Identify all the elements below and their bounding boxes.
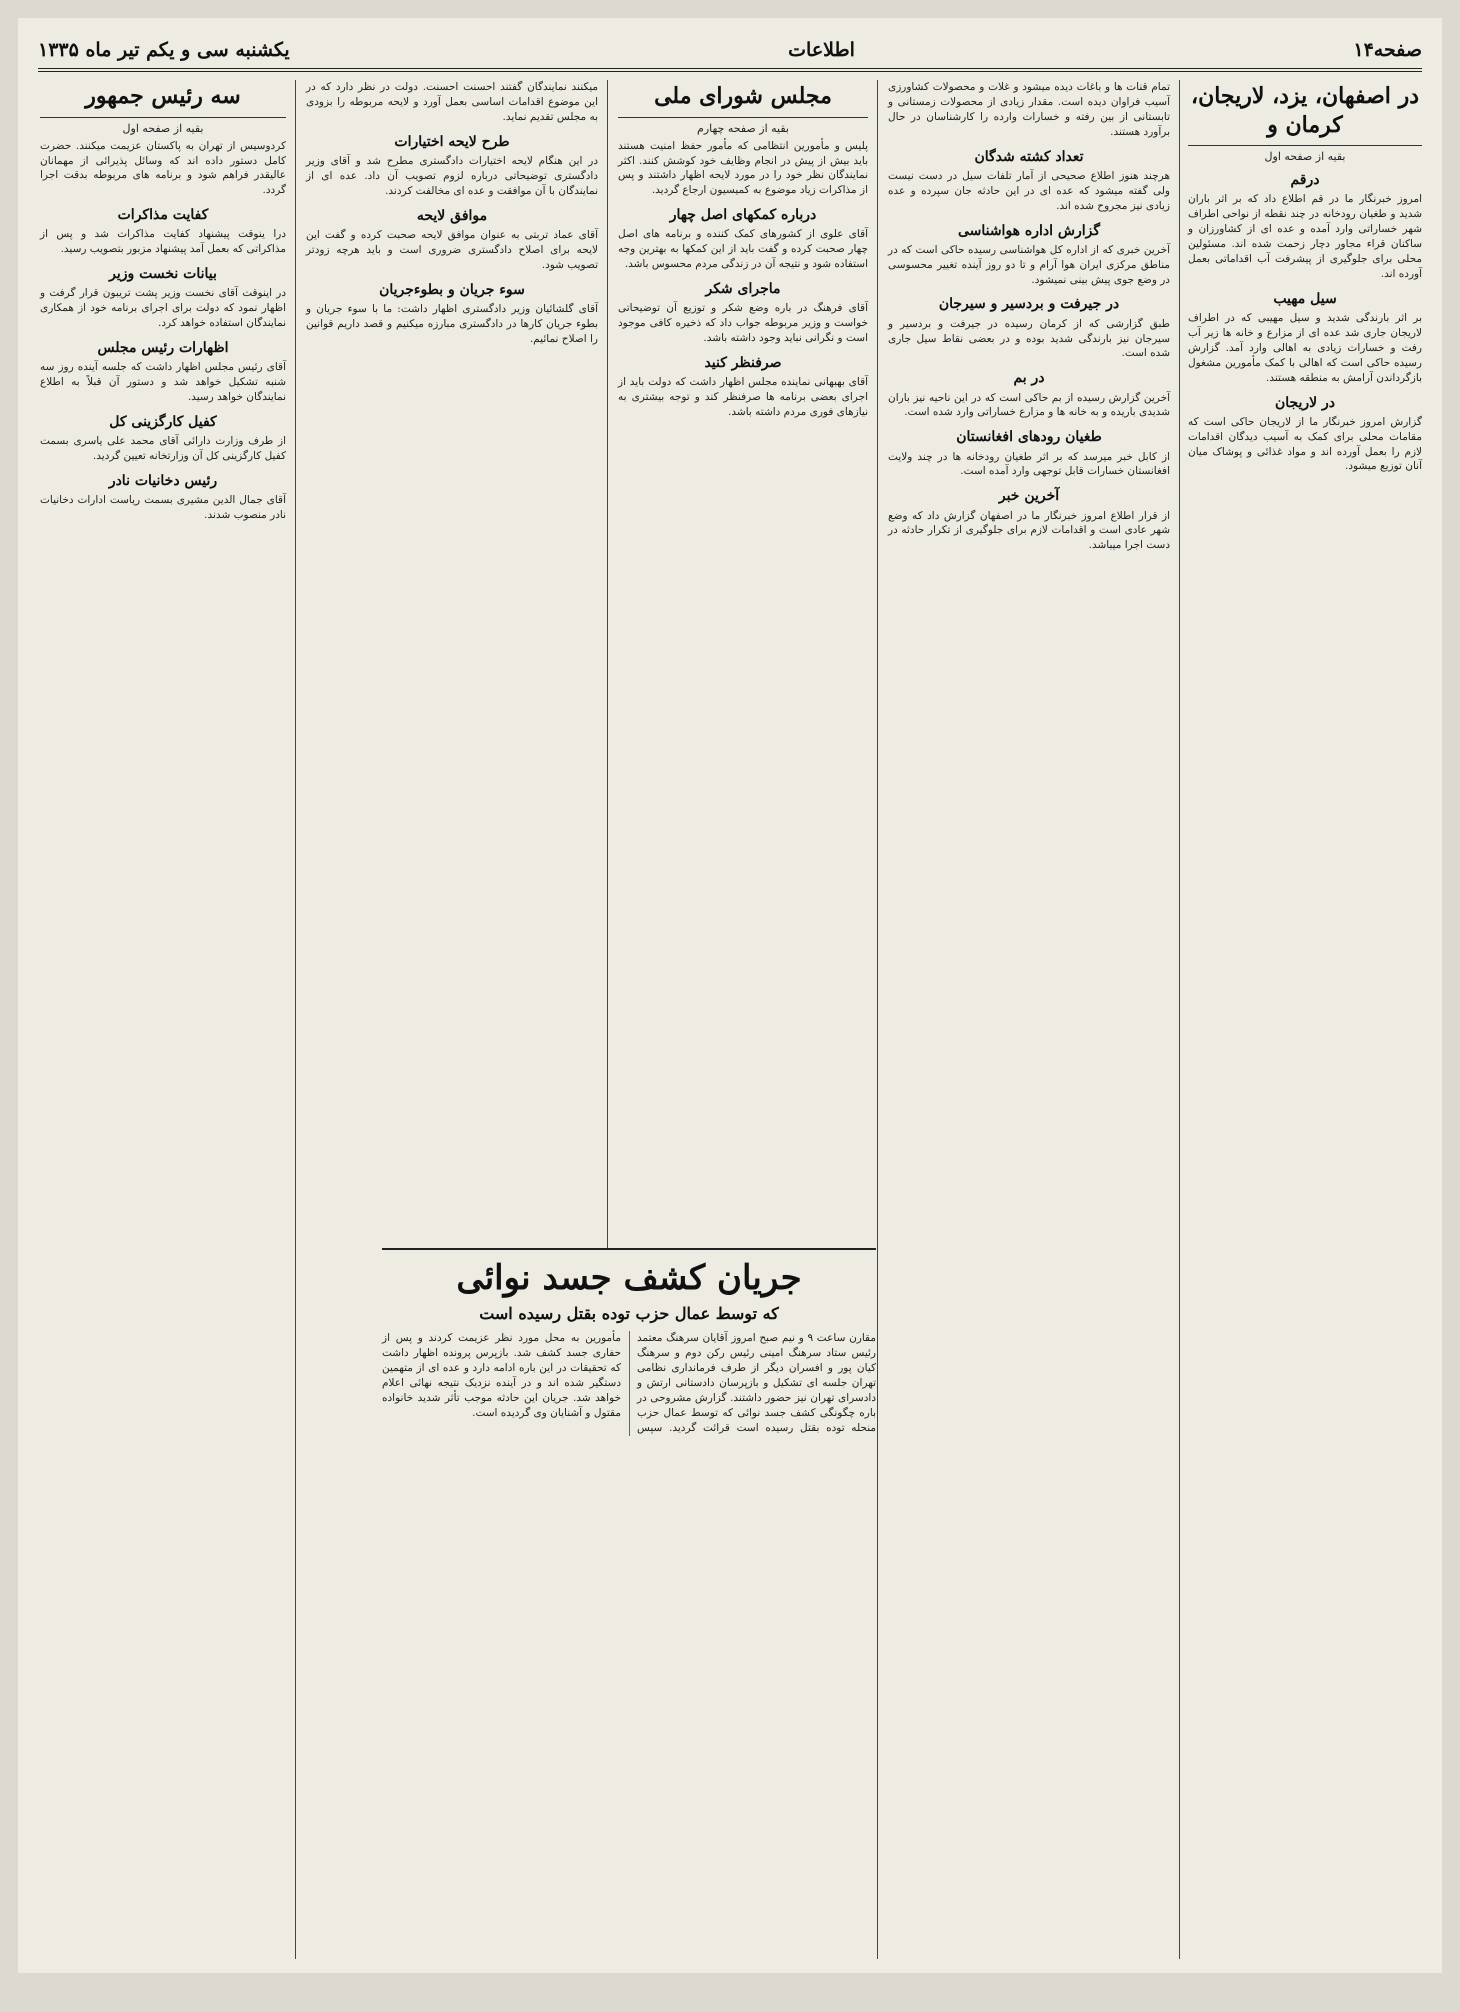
section-body: آخرین گزارش رسیده از بم حاکی است که در این ناحیه نیز باران شدیدی باریده و به خانه ها و مزارع خساراتی وارد شده است. <box>888 391 1170 419</box>
section-body: در اینوقت آقای نخست وزیر پشت تریبون قرار گرفت و اظهار نمود که دولت برای اجرای برنامه خود از همکاری نمایندگان استفاده خواهد کرد. <box>40 287 286 330</box>
section-title: ماجرای شکر <box>705 281 781 298</box>
section-title: در لاریجان <box>1274 394 1336 411</box>
section-body: بر اثر بارندگی شدید و سیل مهیبی که در اطراف لاریجان جاری شد عده ای از مزارع و خانه ها زیر آب رفت و خسارات زیادی به اهالی وارد آمد. گزارش رسیده حاکی است که اهالی با کمک مأمورین مشغول بازگرداندن آرامش به منطقه هستند. <box>1188 312 1422 384</box>
section-title: درقم <box>1290 172 1320 189</box>
continuation-note: بقیه از صفحه چهارم <box>697 121 789 135</box>
section-body: از قرار اطلاع امروز خبرنگار ما در اصفهان گزارش داد که وضع شهر عادی است و اقدامات لازم برای جلوگیری از تکرار حادثه در دست اجرا میباشد. <box>888 509 1170 552</box>
section-body: کردوسیس از تهران به پاکستان عزیمت میکنند. حضرت کامل دستور داده اند که وسائل پذیرائی از مهمانان عالیقدر فراهم شود و برنامه های مربوطه بدقت اجرا گردد. <box>40 139 286 197</box>
feature-headline: جریان کشف جسد نوائی <box>382 1248 876 1300</box>
section-body: آقای گلشائیان وزیر دادگستری اظهار داشت: ما با سوء جریان و بطوء جریان کارها در دادگستری مبارزه میکنیم و قصد داریم قوانین را اصلاح نمائیم. <box>306 302 598 345</box>
section-body: از طرف وزارت دارائی آقای محمد علی یاسری بسمت کفیل کارگزینی کل آن وزارتخانه تعیین گردید. <box>40 435 286 463</box>
section-body: گزارش امروز خبرنگار ما از لاریجان حاکی است که مقامات محلی برای کمک به آسیب دیدگان اقدامات لازم را بعمل آورده اند و مواد غذائی و پوشاک میان آنان توزیع میشود. <box>1188 415 1422 473</box>
section-title: در جیرفت و بردسیر و سیرجان <box>938 296 1120 313</box>
section-title: رئیس دخانیات نادر <box>108 473 218 490</box>
section-body: از کابل خبر میرسد که بر اثر طغیان رودخانه ها در چند ولایت افغانستان خسارات قابل توجهی وارد آمده است. <box>888 450 1170 478</box>
section-title: سوء جریان و بطوءجریان <box>379 281 525 298</box>
section-title: آخرین خبر <box>998 488 1060 505</box>
section-title: بیانات نخست وزیر <box>109 266 217 283</box>
feature-subhead: که توسط عمال حزب توده بقتل رسیده است <box>479 1304 779 1324</box>
section-body: آقای بهبهانی نماینده مجلس اظهار داشت که دولت باید از اجرای بعضی برنامه ها صرفنظر کند و توجه بیشتری به نیازهای فوری مردم داشته باشد. <box>618 376 868 419</box>
page-number: صفحه۱۴ <box>1353 39 1422 61</box>
section-body: آقای فرهنگ در باره وضع شکر و توزیع آن توضیحاتی خواست و وزیر مربوطه جواب داد که ذخیره کافی موجود است و نگرانی نباید وجود داشته باشد. <box>618 302 868 345</box>
article-three-presidents <box>34 80 292 1961</box>
section-body: امروز خبرنگار ما در قم اطلاع داد که بر اثر باران شدید و طغیان رودخانه در چند نقطه از نواحی اطراف شهر خساراتی وارد آمده و عده ای از کشاورزان و ساکنان قراء مجاور دچار زحمت شده اند. مسئولین محلی برای جلوگیری از پیشرفت آب اقداماتی بعمل آورده اند. <box>1188 193 1422 280</box>
section-title: کفایت مذاکرات <box>117 207 209 224</box>
section-title: کفیل کارگزینی کل <box>109 414 217 431</box>
section-body: درا ینوقت پیشنهاد کفایت مذاکرات شد و پس از مذاکراتی که بعمل آمد پیشنهاد مزبور بتصویب رسید. <box>40 228 286 256</box>
section-title: صرفنظر کنید <box>704 355 782 372</box>
article-headline: مجلس شورای ملی <box>618 80 868 118</box>
section-body: طبق گزارشی که از کرمان رسیده در جیرفت و بردسیر و سیرجان نیز بارندگی شدید بوده و در بعضی نقاط سیل جاری شده است. <box>888 317 1170 360</box>
section-title: در بم <box>1013 370 1045 387</box>
section-body: آقای علوی از کشورهای کمک کننده و برنامه های اصل چهار صحبت کرده و گفت باید از این کمکها به بهترین وجه استفاده شود و نتیجه آن در زندگی مردم محسوس باشد. <box>618 228 868 271</box>
article-floods-column <box>1182 80 1428 1961</box>
section-body: آخرین خبری که از اداره کل هواشناسی رسیده حاکی است که در مناطق مرکزی ایران هوا آرام و تا دو روز آینده تغییر محسوسی در وضع جوی پیش بینی نمیشود. <box>888 243 1170 286</box>
article-headline: در اصفهان، یزد، لاریجان، کرمان و <box>1188 80 1422 146</box>
column-rule <box>1179 80 1180 1959</box>
section-title: طرح لایحه اختیارات <box>394 133 510 150</box>
article-parliament-continued <box>300 80 604 1961</box>
section-title: طغیان رودهای افغانستان <box>956 429 1102 446</box>
section-body: پلیس و مأمورین انتظامی که مأمور حفظ امنیت هستند باید بیش از پیش در انجام وظایف خود کوشش کنند. اکثر نمایندگان نظر خود را در مورد لایحه اظهار داشتند و پس از مذاکرات زیاد موضوع به کمیسیون ارجاع گردید. <box>618 139 868 197</box>
section-body: در این هنگام لایحه اختیارات دادگستری مطرح شد و آقای وزیر دادگستری توضیحاتی درباره لزوم تصویب آن داد. عده ای از نمایندگان با آن موافقت و عده ای مخالفت کردند. <box>306 154 598 197</box>
section-body: تمام قنات ها و باغات دیده میشود و غلات و محصولات کشاورزی آسیب فراوان دیده است. مقدار زیادی از محصولات زمستانی و تابستانی از بین رفته و خسارات وارده را کارشناسان در حال برآورد هستند. <box>888 81 1170 138</box>
section-body: آقای عماد تربتی به عنوان موافق لایحه صحبت کرده و گفت این لایحه برای اصلاح دادگستری ضروری است و باید هرچه زودتر تصویب شود. <box>306 228 598 271</box>
section-title: تعداد کشته شدگان <box>974 148 1084 165</box>
feature-body: مقارن ساعت ۹ و نیم صبح امروز آقایان سرهنگ معتمد رئیس ستاد سرهنگ امینی رئیس رکن دوم و سرهنگ کیان پور و افسران دیگر از طرف فرمانداری نظامی تهران جلسه ای تشکیل و بازپرسان دادستانی ارتش و دادسرای تهران نیز حضور داشتند. گزارش مشروحی در باره چگونگی کشف جسد نوائی که توسط عمال حزب منحله توده بقتل رسیده است قرائت گردید. سپس مأمورین به محل مورد نظر عزیمت کردند و پس از حفاری جسد کشف شد. بازپرس پرونده اظهار داشت که تحقیقات در این باره ادامه دارد و عده ای از متهمین دستگیر شده اند و در آینده نزدیک نتیجه نهائی اعلام خواهد شد. جریان این حادثه موجب تأثر شدید خانواده مقتول و آشنایان وی گردیده است. <box>382 1332 876 1434</box>
section-title: گزارش اداره هواشناسی <box>957 222 1101 239</box>
section-body: آقای جمال الدین مشیری بسمت ریاست ادارات دخانیات نادر منصوب شدند. <box>40 494 286 522</box>
section-title: درباره کمکهای اصل چهار <box>669 207 817 224</box>
column-rule <box>877 80 878 1959</box>
article-headline: سه رئیس جمهور <box>40 80 286 118</box>
section-title: اظهارات رئیس مجلس <box>97 340 229 357</box>
section-title: موافق لایحه <box>416 207 488 224</box>
newspaper-page <box>18 18 1442 1973</box>
continuation-note: بقیه از صفحه اول <box>122 121 204 135</box>
column-rule <box>295 80 296 1959</box>
section-body: میکنند نمایندگان گفتند احسنت احسنت. دولت در نظر دارد که در این موضوع اقدامات اساسی بعمل آورد و لایحه مربوطه را بزودی به مجلس تقدیم نماید. <box>306 81 598 123</box>
article-parliament <box>612 80 874 1253</box>
continuation-note: بقیه از صفحه اول <box>1264 150 1346 164</box>
section-body: هرچند هنوز اطلاع صحیحی از آمار تلفات سیل در دست نیست ولی گفته میشود که عده ای در این حادثه جان سپرده و عده زیادی نیز مجروح شده اند. <box>888 169 1170 212</box>
issue-date: یکشنبه سی و یکم تیر ماه ۱۳۳۵ <box>38 39 290 61</box>
section-body: آقای رئیس مجلس اظهار داشت که جلسه آینده روز سه شنبه تشکیل خواهد شد و دستور آن قبلاً به اطلاع نمایندگان خواهد رسید. <box>40 361 286 404</box>
article-floods-continued <box>882 80 1176 1253</box>
newspaper-title: اطلاعات <box>788 39 855 61</box>
masthead <box>38 32 1422 72</box>
section-title: سیل مهیب <box>1273 290 1337 307</box>
